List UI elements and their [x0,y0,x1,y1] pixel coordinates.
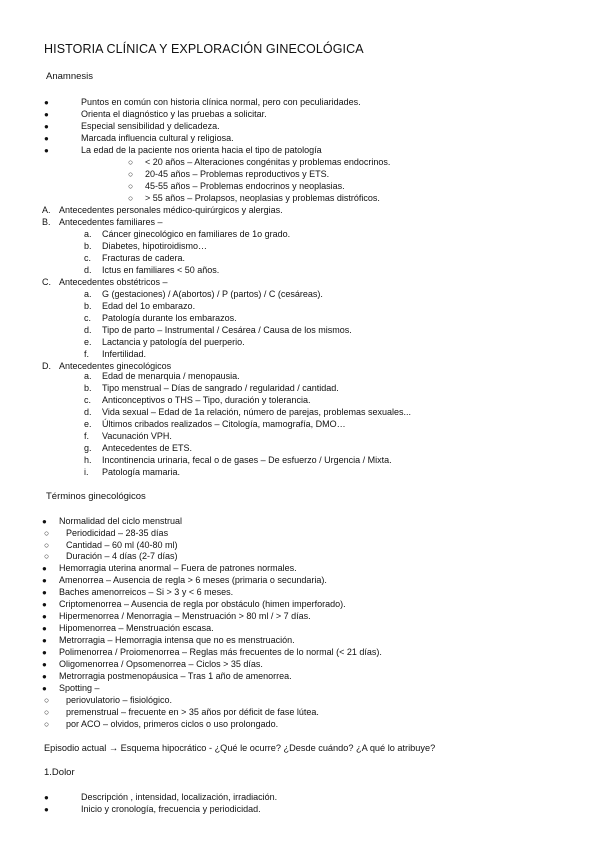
list-item: 20-45 años – Problemas reproductivos y ETS. [145,169,330,179]
bullet-icon: ● [44,805,49,814]
bullet-icon: ● [42,624,47,633]
bullet-icon: ● [44,146,49,155]
term-item: Criptomenorrea – Ausencia de regla por obstáculo (himen imperforado). [59,599,346,609]
bullet-icon: ● [44,793,49,802]
item-marker: a. [84,371,92,381]
list-item: Fracturas de cadera. [102,253,186,263]
bullet-icon: ● [42,684,47,693]
term-sub-item: Cantidad – 60 ml (40-80 ml) [66,540,178,550]
list-item: Incontinencia urinaria, fecal o de gases – De esfuerzo / Urgencia / Mixta. [102,455,392,465]
section-title: Antecedentes ginecológicos [59,361,172,371]
term-item: Amenorrea – Ausencia de regla > 6 meses (primaria o secundaria). [59,575,327,585]
sub-bullet-icon: ○ [128,157,134,167]
bullet-icon: ● [44,134,49,143]
item-marker: a. [84,289,92,299]
item-marker: c. [84,395,92,405]
sub-bullet-icon: ○ [128,181,134,191]
term-sub-item: por ACO – olvidos, primeros ciclos o uso prolongado. [66,719,279,729]
section-marker: B. [42,217,51,227]
item-marker: i. [84,467,89,477]
item-marker: b. [84,241,92,251]
term-item: Baches amenorreicos – Si > 3 y < 6 meses. [59,587,234,597]
list-item: Vida sexual – Edad de 1a relación, número de parejas, problemas sexuales... [102,407,412,417]
item-marker: d. [84,325,92,335]
bullet-icon: ● [42,612,47,621]
terminos-heading: Términos ginecológicos [46,491,146,502]
term-sub-item: Periodicidad – 28-35 días [66,528,169,538]
document-title: HISTORIA CLÍNICA Y EXPLORACIÓN GINECOLÓGICA [44,42,364,56]
bullet-icon: ● [44,98,49,107]
list-item: Patología mamaria. [102,467,181,477]
item-marker: c. [84,253,92,263]
bullet-icon: ● [42,588,47,597]
list-item: Tipo de parto – Instrumental / Cesárea / Causa de los mismos. [102,325,352,335]
list-item: Infertilidad. [102,349,147,359]
item-marker: h. [84,455,92,465]
term-item: Metrorragia – Hemorragia intensa que no es menstruación. [59,635,295,645]
sub-bullet-icon: ○ [44,528,50,538]
list-item: Puntos en común con historia clínica normal, pero con peculiaridades. [81,97,361,107]
list-item: Edad del 1o embarazo. [102,301,196,311]
term-item: Spotting – [59,683,100,693]
item-marker: f. [84,349,90,359]
item-marker: a. [84,229,92,239]
list-item: Inicio y cronología, frecuencia y periodicidad. [81,804,261,814]
term-sub-item: periovulatorio – fisiológico. [66,695,173,705]
item-marker: f. [84,431,90,441]
bullet-icon: ● [42,660,47,669]
list-item: Anticonceptivos o THS – Tipo, duración y tolerancia. [102,395,311,405]
bullet-icon: ● [42,576,47,585]
term-sub-item: Duración – 4 días (2-7 días) [66,551,178,561]
list-item: Vacunación VPH. [102,431,172,441]
section-marker: A. [42,205,51,215]
section-marker: D. [42,361,51,371]
list-item: Lactancia y patología del puerperio. [102,337,245,347]
bullet-icon: ● [42,564,47,573]
list-item: 45-55 años – Problemas endocrinos y neoplasias. [145,181,345,191]
section-title: Antecedentes familiares – [59,217,163,227]
section-title: Antecedentes personales médico-quirúrgicos y alergias. [59,205,283,215]
item-marker: d. [84,407,92,417]
item-marker: b. [84,301,92,311]
item-marker: e. [84,337,92,347]
sub-bullet-icon: ○ [44,551,50,561]
bullet-icon: ● [44,110,49,119]
dolor-heading: 1.Dolor [44,767,75,778]
list-item: Especial sensibilidad y delicadeza. [81,121,220,131]
item-marker: g. [84,443,92,453]
item-marker: c. [84,313,92,323]
term-item: Hipermenorrea / Menorragia – Menstruación > 80 ml / > 7 días. [59,611,311,621]
list-item: Diabetes, hipotiroidismo… [102,241,208,251]
sub-bullet-icon: ○ [44,540,50,550]
anamnesis-heading: Anamnesis [46,71,93,82]
term-item: Oligomenorrea / Opsomenorrea – Ciclos > 35 días. [59,659,263,669]
list-item: Ictus en familiares < 50 años. [102,265,220,275]
list-item: Edad de menarquia / menopausia. [102,371,240,381]
item-marker: d. [84,265,92,275]
list-item: > 55 años – Prolapsos, neoplasias y problemas distróficos. [145,193,380,203]
list-item: Marcada influencia cultural y religiosa. [81,133,234,143]
sub-bullet-icon: ○ [128,193,134,203]
bullet-icon: ● [44,122,49,131]
term-item: Hipomenorrea – Menstruación escasa. [59,623,214,633]
list-item: Patología durante los embarazos. [102,313,237,323]
list-item: Cáncer ginecológico en familiares de 1o grado. [102,229,291,239]
bullet-icon: ● [42,517,47,526]
list-item: Descripción , intensidad, localización, irradiación. [81,792,278,802]
sub-bullet-icon: ○ [44,695,50,705]
list-item: Tipo menstrual – Días de sangrado / regularidad / cantidad. [102,383,339,393]
item-marker: b. [84,383,92,393]
term-item: Polimenorrea / Proiomenorrea – Reglas más frecuentes de lo normal (< 21 días). [59,647,382,657]
bullet-icon: ● [42,600,47,609]
sub-bullet-icon: ○ [44,719,50,729]
term-sub-item: premenstrual – frecuente en > 35 años por déficit de fase lútea. [66,707,319,717]
sub-bullet-icon: ○ [44,707,50,717]
episodio-heading: Episodio actual → Esquema hipocrático - ¿Qué le ocurre? ¿Desde cuándo? ¿A qué lo atribuye? [44,743,436,753]
bullet-icon: ● [42,648,47,657]
term-item: Normalidad del ciclo menstrual [59,516,183,526]
sub-bullet-icon: ○ [128,169,134,179]
list-item: La edad de la paciente nos orienta hacia el tipo de patología [81,145,322,155]
item-marker: e. [84,419,92,429]
list-item: Antecedentes de ETS. [102,443,193,453]
list-item: G (gestaciones) / A(abortos) / P (partos) / C (cesáreas). [102,289,323,299]
term-item: Hemorragia uterina anormal – Fuera de patrones normales. [59,563,297,573]
section-marker: C. [42,277,51,287]
term-item: Metrorragia postmenopáusica – Tras 1 año de amenorrea. [59,671,292,681]
list-item: < 20 años – Alteraciones congénitas y problemas endocrinos. [145,157,391,167]
list-item: Orienta el diagnóstico y las pruebas a solicitar. [81,109,267,119]
bullet-icon: ● [42,636,47,645]
list-item: Últimos cribados realizados – Citología, mamografía, DMO… [102,419,346,429]
bullet-icon: ● [42,672,47,681]
section-title: Antecedentes obstétricos – [59,277,168,287]
